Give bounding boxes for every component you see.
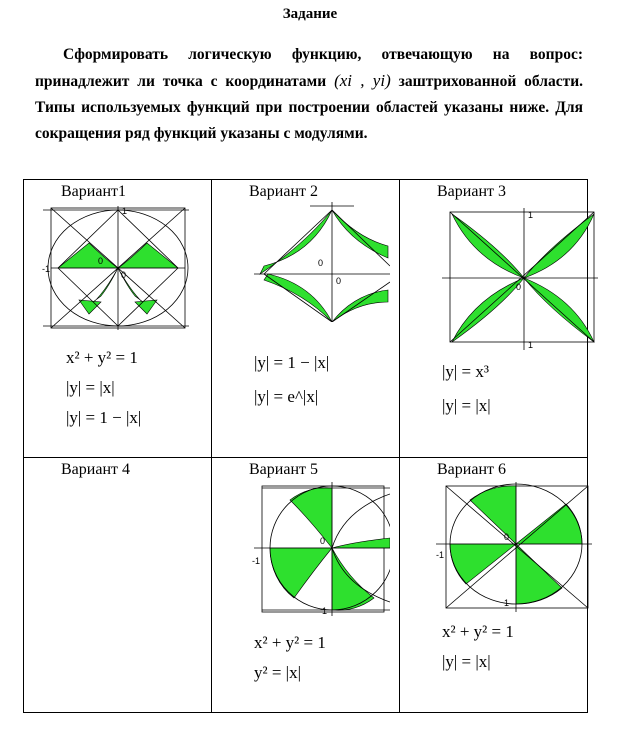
- tick-zero: 0: [504, 532, 510, 542]
- variant-3-plot: [438, 202, 598, 352]
- variant-label: Вариант 6: [437, 461, 506, 478]
- task-text-2: заштрихованной области. Типы используемых функций при построении областей указаны ниже. Для сокращения ряд функций указаны с модулями.: [35, 73, 584, 142]
- formula: x² + y² = 1: [254, 633, 326, 652]
- variant-cell-6: [400, 458, 588, 713]
- coords-notation: (xi , yi): [334, 71, 391, 90]
- tick-zero: 0: [336, 276, 342, 286]
- variant-5-plot: [250, 480, 390, 620]
- formula: x² + y² = 1: [66, 348, 138, 367]
- variant-label: Вариант 4: [61, 461, 130, 478]
- variant-label: Вариант 3: [437, 183, 506, 200]
- variant-cell-5: [212, 458, 400, 713]
- tick-neg-one: -1: [436, 550, 445, 560]
- tick-one: 1: [528, 210, 534, 220]
- tick-zero: 0: [318, 258, 324, 268]
- formula: |y| = |x|: [66, 378, 115, 397]
- variant-label: Вариант 2: [249, 183, 318, 200]
- variant-label: Вариант1: [61, 183, 126, 200]
- formula: |y| = x³: [442, 362, 489, 381]
- tick-one: 1: [122, 206, 128, 216]
- formula: |y| = |x|: [442, 652, 491, 671]
- variant-label: Вариант 5: [249, 461, 318, 478]
- tick-neg-one: -1: [252, 556, 261, 566]
- task-text-1: Сформировать логическую функцию, отвечающую на вопрос: принадлежит ли точка с координатами: [35, 46, 583, 90]
- task-paragraph: [35, 42, 583, 147]
- tick-zero: 0: [121, 270, 127, 280]
- formula: y² = |x|: [254, 663, 301, 682]
- tick-zero: 0: [320, 536, 326, 546]
- variants-table: [23, 179, 588, 713]
- variant-1-plot: [39, 202, 189, 332]
- variant-cell-3: [400, 180, 588, 458]
- tick-neg-one: -1: [42, 264, 51, 274]
- tick-zero: 0: [98, 256, 104, 266]
- tick-one: 1: [504, 598, 510, 608]
- formula: |y| = 1 − |x|: [254, 353, 330, 372]
- variant-cell-2: [212, 180, 400, 458]
- formula: |y| = e^|x|: [254, 387, 319, 406]
- tick-one: 1: [528, 340, 534, 350]
- page-title: Задание: [282, 6, 338, 22]
- variant-cell-1: [24, 180, 212, 458]
- tick-zero: 0: [516, 282, 522, 292]
- variant-cell-4: [24, 458, 212, 713]
- formula: |y| = 1 − |x|: [66, 408, 142, 427]
- formula: x² + y² = 1: [442, 622, 514, 641]
- tick-one: 1: [322, 606, 328, 616]
- variant-6-plot: [432, 480, 592, 614]
- formula: |y| = |x|: [442, 396, 491, 415]
- variant-2-plot: [250, 202, 390, 322]
